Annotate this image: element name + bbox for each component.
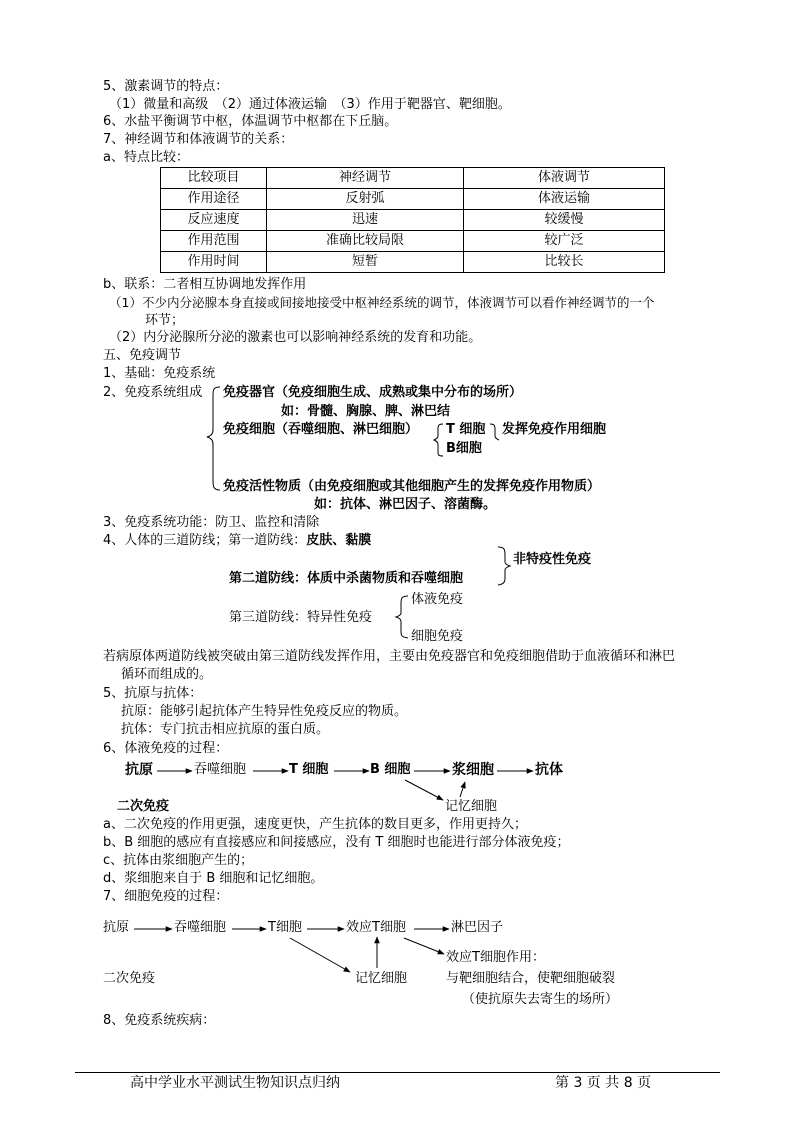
table-header: 体液调节 (464, 168, 665, 189)
cellular-process-title: 7、细胞免疫的过程： (103, 889, 229, 904)
comparison-table (160, 167, 665, 273)
note-b: b、B 细胞的感应有直接感应和间接感应，没有 T 细胞时也能进行部分体液免疫； (103, 835, 570, 850)
flow-antigen: 抗原 (125, 762, 153, 778)
cflow-antigen: 抗原 (103, 920, 130, 935)
relation-1-cont: 环节； (145, 313, 185, 328)
third-defense-note-cont: 循环而组成的。 (121, 667, 213, 682)
relation-1: （1）不少内分泌腺本身直接或间接地接受中枢神经系统的调节，体液调节可以看作神经调节的一个 (109, 295, 655, 310)
immune-organ-examples: 如：骨髓、胸腺、脾、淋巴结 (281, 404, 451, 419)
point-6: 6、水盐平衡调节中枢，体温调节中枢都在下丘脑。 (103, 114, 398, 129)
immune-active-examples: 如：抗体、淋巴因子、溶菌酶。 (314, 497, 497, 512)
relation-2: （2）内分泌腺所分泌的激素也可以影响神经系统的发育和功能。 (109, 330, 482, 345)
flow-b-cell: B 细胞 (370, 762, 411, 777)
point-7b: b、联系：二者相互协调地发挥作用 (103, 277, 307, 292)
cellular-immunity: 细胞免疫 (411, 629, 464, 644)
specific-brace (396, 596, 408, 638)
flow-plasma-cell: 浆细胞 (452, 762, 494, 778)
three-defenses-label: 4、人体的三道防线；第一道防线： (103, 533, 307, 548)
table-cell: 较广泛 (464, 231, 665, 252)
table-cell: 反应速度 (161, 210, 267, 231)
cflow-memory-cell: 记忆细胞 (355, 971, 408, 986)
table-cell: 较缓慢 (464, 210, 665, 231)
table-cell: 作用时间 (161, 252, 267, 273)
cflow-phagocyte: 吞噬细胞 (174, 920, 227, 935)
note-a: a、二次免疫的作用更强，速度更快，产生抗体的数目更多，作用更持久； (103, 817, 527, 832)
immune-active-substance: 免疫活性物质（由免疫细胞或其他细胞产生的发挥免疫作用物质） (223, 479, 601, 494)
third-defense: 第三道防线：特异性免疫 (229, 610, 373, 625)
footer-rule (75, 1072, 720, 1073)
flow-t-cell: T 细胞 (289, 762, 329, 777)
immune-disease: 8、免疫系统疾病： (103, 1013, 216, 1028)
antigen-antibody: 5、抗原与抗体： (103, 686, 203, 701)
arrow-icon (404, 938, 444, 954)
flow-phagocyte: 吞噬细胞 (194, 762, 247, 777)
table-row (161, 189, 665, 210)
table-row (161, 231, 665, 252)
humoral-immunity: 体液免疫 (411, 592, 464, 607)
immune-function: 3、免疫系统功能：防卫、监控和清除 (103, 515, 320, 530)
table-cell: 迅速 (267, 210, 464, 231)
second-defense: 第二道防线：体质中杀菌物质和吞噬细胞 (229, 571, 464, 586)
cflow-effector-t: 效应T细胞 (346, 920, 406, 935)
flow-memory-cell: 记忆细胞 (445, 799, 498, 814)
table-cell: 作用途径 (161, 189, 267, 210)
table-cell: 反射弧 (267, 189, 464, 210)
table-cell: 比较长 (464, 252, 665, 273)
lymphocyte-brace (434, 424, 443, 456)
table-header-row (161, 168, 665, 189)
flow-antibody: 抗体 (535, 762, 563, 778)
point-5: 5、激素调节的特点： (103, 79, 229, 94)
hormone-features: （1）微量和高级 （2）通过体液运输 （3）作用于靶器官、靶细胞。 (109, 97, 511, 112)
point-7: 7、神经调节和体液调节的关系： (103, 132, 294, 147)
cflow-lymphokine: 淋巴因子 (451, 920, 504, 935)
note-c: c、抗体由浆细胞产生的； (103, 853, 254, 868)
table-row (161, 210, 665, 231)
composition-brace (207, 387, 220, 490)
table-header: 比较项目 (161, 168, 267, 189)
cflow-t-cell: T细胞 (268, 920, 302, 935)
note-d: d、浆细胞来自于 B 细胞和记忆细胞。 (103, 871, 324, 886)
antibody-def: 抗体：专门抗击相应抗原的蛋白质。 (121, 722, 330, 737)
arrow-icon (405, 780, 443, 800)
effector-t-function: 效应T细胞作用： (446, 950, 545, 965)
t-cell-label: T 细胞 (446, 422, 486, 437)
nonspecific-brace (498, 547, 510, 585)
nonspecific-immunity: 非特疫性免疫 (513, 552, 592, 567)
section-heading: 五、免疫调节 (103, 348, 182, 363)
b-cell-label: B细胞 (446, 441, 482, 456)
table-cell: 准确比较局限 (267, 231, 464, 252)
third-defense-note: 若病原体两道防线被突破由第三道防线发挥作用，主要由免疫器官和免疫细胞借助于血液循环和淋巴 (103, 649, 676, 664)
humoral-process-title: 6、体液免疫的过程： (103, 741, 229, 756)
immune-composition-label: 2、免疫系统组成 (103, 385, 203, 400)
effector-note: （使抗原失去寄生的场所） (462, 992, 619, 1007)
footer-page-number: 第 3 页 共 8 页 (555, 1075, 652, 1091)
immune-cells: 免疫细胞（吞噬细胞、淋巴细胞） (223, 422, 419, 437)
three-defenses (103, 532, 371, 550)
immune-function-cells: 发挥免疫作用细胞 (502, 422, 607, 437)
arrow-icon (460, 782, 465, 797)
lymphocyte-right-brace (490, 424, 499, 440)
footer-title: 高中学业水平测试生物知识点归纳 (130, 1075, 340, 1091)
effector-bind-target: 与靶细胞结合，使靶细胞破裂 (446, 971, 616, 986)
cflow-secondary: 二次免疫 (103, 971, 156, 986)
secondary-immunity-label: 二次免疫 (117, 799, 170, 814)
arrow-icon (290, 938, 350, 972)
table-header: 神经调节 (267, 168, 464, 189)
table-cell: 作用范围 (161, 231, 267, 252)
first-defense: 皮肤、黏膜 (306, 533, 372, 548)
immune-basis: 1、基础：免疫系统 (103, 366, 216, 381)
immune-organ: 免疫器官（免疫细胞生成、成熟或集中分布的场所） (223, 385, 523, 400)
table-row (161, 252, 665, 273)
table-cell: 短暂 (267, 252, 464, 273)
antigen-def: 抗原：能够引起抗体产生特异性免疫反应的物质。 (121, 704, 408, 719)
point-7a: a、特点比较： (103, 150, 189, 165)
table-cell: 体液运输 (464, 189, 665, 210)
